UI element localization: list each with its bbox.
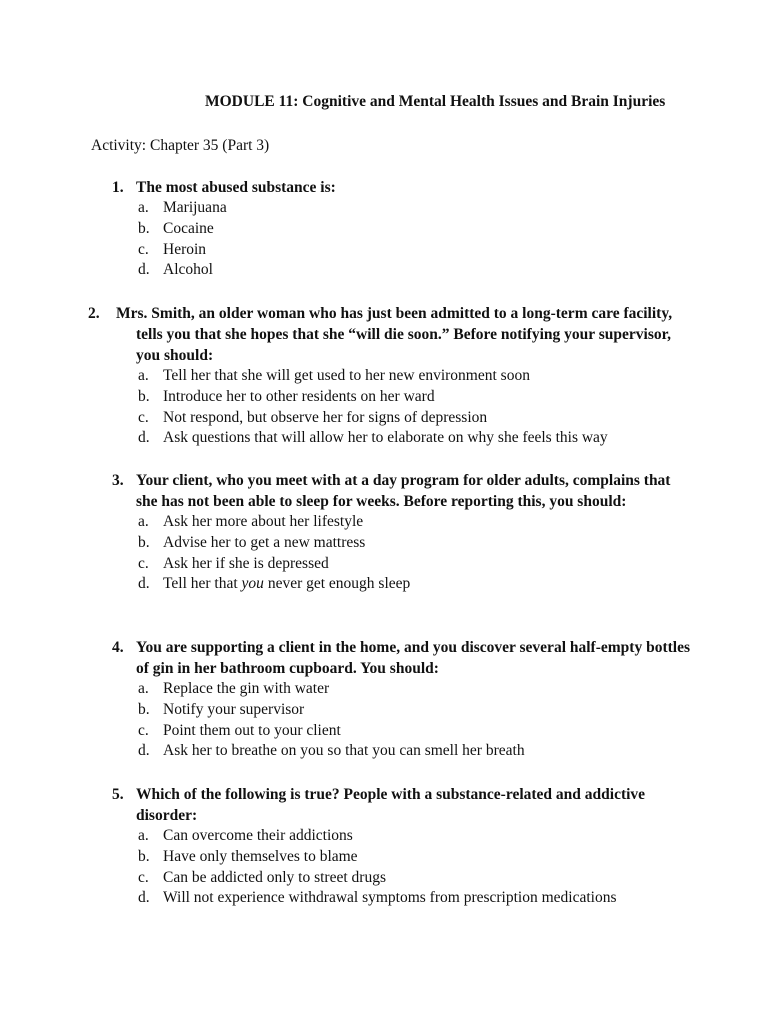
option-text: Tell her that she will get used to her new environment soon (163, 367, 530, 384)
answer-option-a (112, 679, 692, 700)
answer-options (112, 198, 692, 281)
question-stem (112, 470, 692, 512)
option-text: Ask questions that will allow her to elaborate on why she feels this way (163, 429, 608, 447)
option-letter: c. (138, 408, 149, 426)
answer-option-a (112, 512, 692, 533)
answer-option-b (112, 700, 692, 721)
answer-option-d (112, 741, 692, 762)
answer-option-b (112, 219, 692, 240)
question-1 (112, 177, 692, 281)
question-text: The most abused substance is: (136, 179, 336, 196)
option-letter: c. (138, 554, 149, 572)
option-letter: a. (138, 199, 149, 216)
option-letter: d. (138, 889, 150, 907)
option-text: Ask her more about her lifestyle (163, 513, 364, 530)
option-letter: a. (138, 367, 149, 384)
question-4 (112, 637, 692, 762)
answer-option-c (112, 721, 692, 742)
option-letter: c. (138, 721, 149, 739)
question-5 (112, 784, 692, 909)
option-letter: b. (138, 219, 150, 237)
answer-option-c (112, 554, 692, 575)
option-text: Alcohol (163, 261, 213, 279)
option-letter: b. (138, 387, 150, 405)
option-text: Notify your supervisor (163, 700, 305, 718)
activity-heading: Activity: Chapter 35 (Part 3) (91, 137, 270, 154)
option-text: Heroin (163, 240, 207, 258)
answer-option-d (112, 260, 692, 281)
answer-option-c (112, 240, 692, 261)
question-number: 1. (112, 179, 124, 196)
option-text: Not respond, but observe her for signs of depression (163, 408, 488, 426)
answer-option-b (112, 387, 692, 408)
option-letter: b. (138, 533, 150, 551)
option-letter: b. (138, 847, 150, 865)
question-number: 4. (112, 639, 124, 656)
answer-option-c (112, 868, 692, 889)
option-text (163, 574, 692, 595)
module-title: MODULE 11: Cognitive and Mental Health Issues and Brain Injuries (205, 93, 666, 110)
answer-option-a (112, 198, 692, 219)
option-letter: d. (138, 575, 150, 593)
option-text: Ask her to breathe on you so that you can smell her breath (163, 742, 525, 760)
answer-option-a (112, 826, 692, 847)
option-text: Can overcome their addictions (163, 827, 353, 844)
question-2 (88, 303, 692, 449)
option-text: Have only themselves to blame (163, 847, 358, 865)
option-text: Ask her if she is depressed (163, 554, 329, 572)
option-text-before: Tell her that (163, 575, 242, 593)
answer-options (112, 366, 692, 449)
question-text: Your client, who you meet with at a day program for older adults, complains that she has not been able to sleep for weeks. Before reporting this, you should: (136, 472, 671, 510)
option-letter: c. (138, 240, 149, 258)
option-letter: a. (138, 513, 149, 530)
answer-option-d (112, 574, 692, 595)
option-letter: d. (138, 429, 150, 447)
question-stem: 2. Mrs. Smith, an older woman who has just been admitted to a long-term care facility, tells you that she hopes that she “will die soon.” Before notifying your supervisor, you should: (88, 305, 673, 364)
answer-option-c (112, 408, 692, 429)
option-letter: b. (138, 700, 150, 718)
answer-option-b (112, 847, 692, 868)
question-number: 3. (112, 472, 124, 489)
question-number: 5. (112, 786, 124, 803)
question-stem (112, 177, 692, 198)
option-text-emphasis: you (241, 575, 264, 593)
option-text: Point them out to your client (163, 721, 341, 739)
answer-option-a (112, 366, 692, 387)
answer-options (112, 512, 692, 595)
question-3 (112, 470, 692, 595)
option-letter: a. (138, 827, 149, 844)
option-text: Replace the gin with water (163, 680, 330, 697)
answer-option-d (112, 888, 692, 909)
option-text: Advise her to get a new mattress (163, 533, 366, 551)
option-letter: d. (138, 261, 150, 279)
answer-options (112, 826, 692, 909)
question-text: Which of the following is true? People with a substance-related and addictive disorder: (136, 786, 646, 824)
option-letter: c. (138, 868, 149, 886)
option-text: Introduce her to other residents on her ward (163, 387, 435, 405)
answer-option-b (112, 533, 692, 554)
option-letter: a. (138, 680, 149, 697)
option-text: Marijuana (163, 199, 227, 216)
question-stem (112, 784, 692, 826)
answer-option-d (112, 428, 692, 449)
option-text: Will not experience withdrawal symptoms from prescription medications (163, 889, 617, 907)
option-text-after: never get enough sleep (263, 575, 411, 593)
option-letter: d. (138, 742, 150, 760)
question-text: Mrs. Smith, an older woman who has just been admitted to a long-term care facility, tells you that she hopes that she “will die soon.” Before notifying your supervisor, you should: (116, 305, 673, 364)
question-stem (112, 637, 692, 679)
option-text: Cocaine (163, 219, 214, 237)
question-text: You are supporting a client in the home, and you discover several half-empty bottles of gin in her bathroom cupboard. You should: (136, 639, 690, 677)
option-text: Can be addicted only to street drugs (163, 868, 386, 886)
answer-options (112, 679, 692, 762)
